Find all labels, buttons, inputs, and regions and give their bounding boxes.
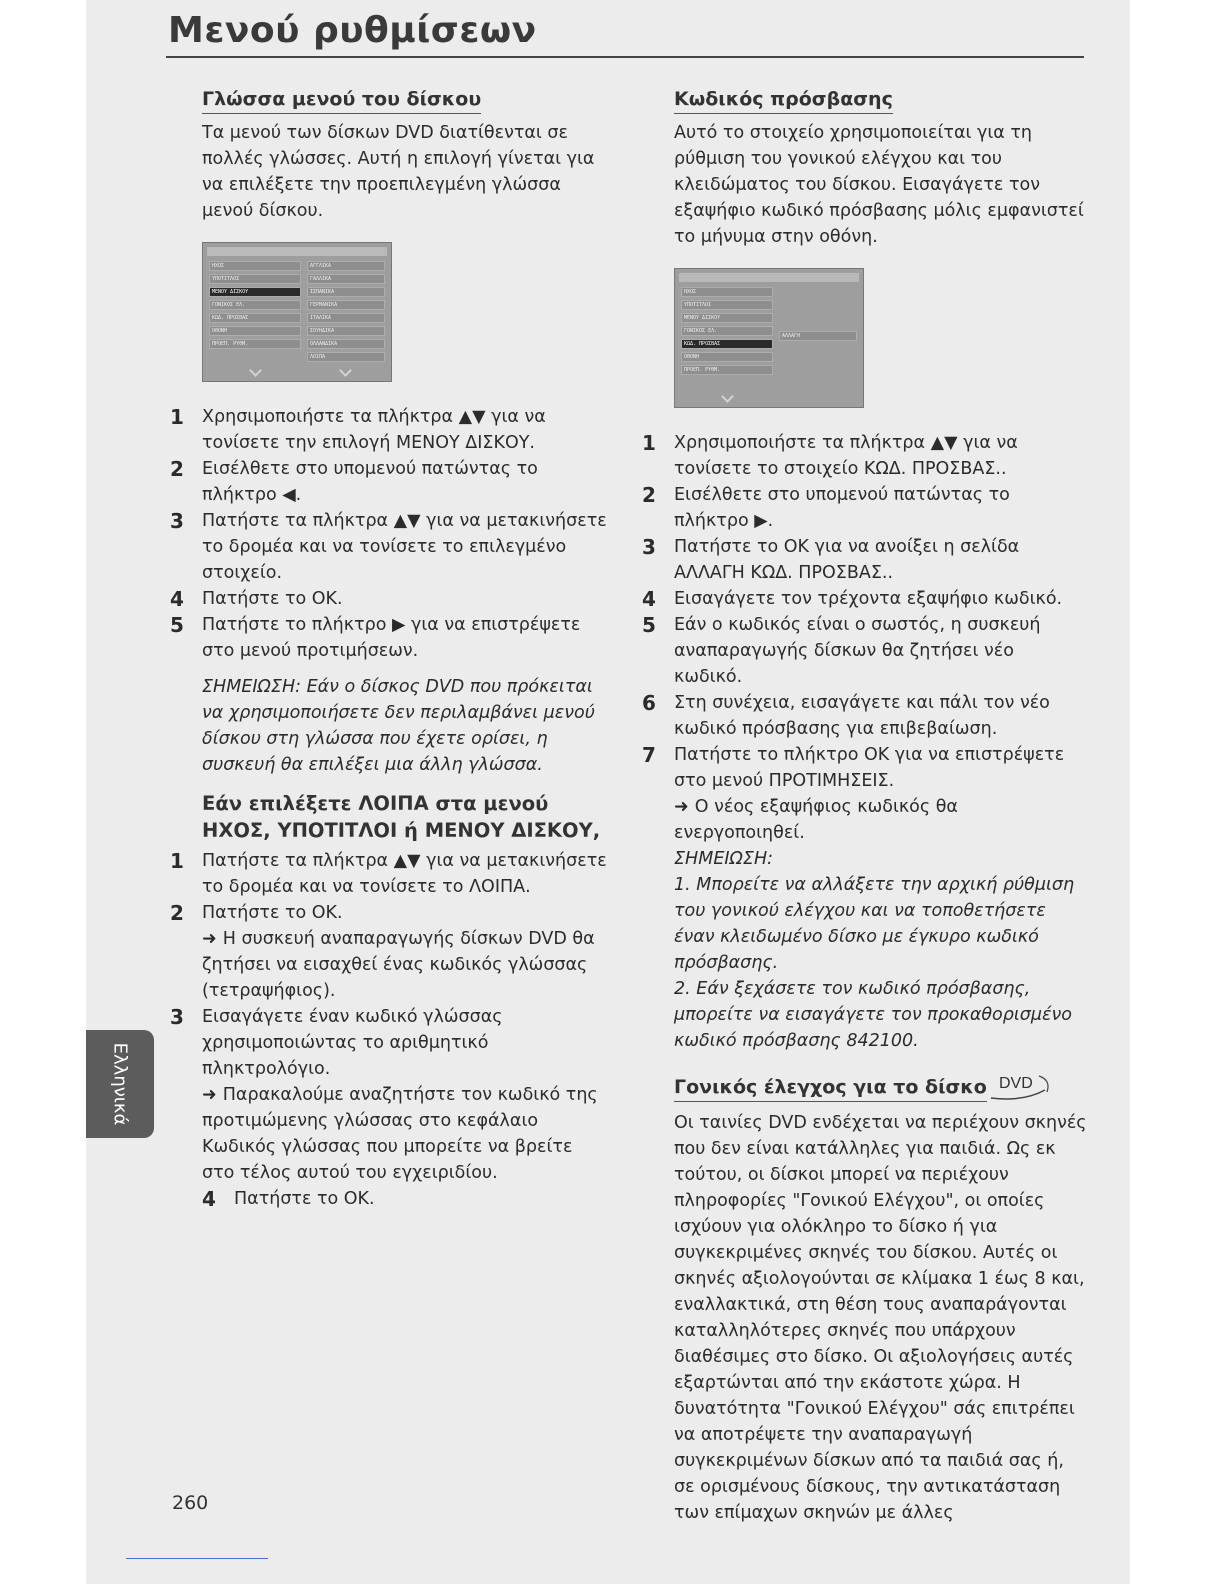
screen-submenu-row: ΓΑΛΛΙΚΑ [307,274,385,284]
note-item: 2. Εάν ξεχάσετε τον κωδικό πρόσβασης, μπορείτε να εισαγάγετε τον προκαθορισμένο κωδικό πρόσβασης 842100. [674,979,1072,1051]
screen-right-submenu [307,261,385,365]
step-number: 2 [170,901,184,925]
note-item: 1. Μπορείτε να αλλάξετε την αρχική ρύθμιση του γονικού ελέγχου και να τοποθετήσετε έναν κλειδωμένο δίσκο με έγκυρο κωδικό πρόσβασης. [674,875,1075,973]
step-number: 2 [170,457,184,481]
disc-menu-screenshot [202,242,392,382]
screen-menu-row: ΜΕΝΟΥ ΔΙΣΚΟΥ [681,313,773,323]
dvd-badge-text: DVD [998,1075,1033,1092]
left-column [170,86,610,1212]
chevron-down-icon [249,364,262,377]
note-text: ΣΗΜΕΙΩΣΗ: Εάν ο δίσκος DVD που πρόκειται να χρησιμοποιήσετε δεν περιλαμβάνει μενού δίσκου στη γλώσσα που έχετε ορίσει, η συσκευή θα επιλέξει μια άλλη γλώσσα. [202,677,595,775]
step-text: Πατήστε το πλήκτρο ▶ για να επιστρέψετε στο μενού προτιμήσεων. [202,615,581,661]
chevron-down-icon [721,390,734,403]
step-item [170,404,610,456]
note-block [674,872,1087,1054]
step-text: Χρησιμοποιήστε τα πλήκτρα ▲▼ για να τονίσετε την επιλογή ΜΕΝΟΥ ΔΙΣΚΟΥ. [202,407,546,453]
screen-submenu-row: ΙΤΑΛΙΚΑ [307,313,385,323]
step-number: 7 [642,743,656,767]
screen-submenu-row: ΑΓΓΛΙΚΑ [307,261,385,271]
step-text: Πατήστε το ΟΚ για να ανοίξει η σελίδα ΑΛΛΑΓΗ ΚΩΔ. ΠΡΟΣΒΑΣ.. [674,537,1020,583]
step-text: Πατήστε τα πλήκτρα ▲▼ για να μετακινήσετε το δρομέα και να τονίσετε το επιλεγμένο στοιχείο. [202,511,607,583]
screen-left-menu [209,261,301,352]
step-result-text: Ο νέος εξαψήφιος κωδικός θα ενεργοποιηθεί. [674,797,958,843]
screen-menu-row: ΥΠΟΤΙΤΛΟΙ [209,274,301,284]
step-item [642,534,1087,586]
step-number: 4 [202,1187,216,1211]
side-tab-label: Ελληνικά [109,1042,131,1126]
chevron-down-icon [339,364,352,377]
screen-menu-row: ΟΘΟΝΗ [209,326,301,336]
arrow-right-icon: ➜ [202,1085,223,1105]
title-divider [166,56,1084,58]
screen-menu-row: ΥΠΟΤΙΤΛΟΙ [681,300,773,310]
step-item [642,742,1087,872]
screen-menu-row: ΟΘΟΝΗ [681,352,773,362]
step-result-text: Παρακαλούμε αναζητήστε τον κωδικό της προτιμώμενης γλώσσας στο κεφάλαιο Κωδικός γλώσσας που μπορείτε να βρείτε στο τέλος αυτού του εγχειριδίου. [202,1085,598,1183]
step-item [170,456,610,508]
dvd-logo-icon [989,1068,1053,1102]
screen-title-bar [679,273,859,282]
screen-submenu-row: ΣΟΥΗΔΙΚΑ [307,326,385,336]
step-number: 4 [170,587,184,611]
screen-right-submenu [779,287,857,344]
step-text: Πατήστε το ΟΚ. [234,1189,375,1209]
step-text: Εισέλθετε στο υπομενού πατώντας το πλήκτρο ◀. [202,459,538,505]
step-item [170,900,610,1004]
step-text: Πατήστε το ΟΚ. [202,903,343,923]
step-text: Εισαγάγετε τον τρέχοντα εξαψήφιο κωδικό. [674,589,1063,609]
screen-title-bar [207,247,387,256]
step-number: 1 [170,405,184,429]
screen-left-menu [681,287,773,378]
step-number: 6 [642,691,656,715]
screen-menu-row-selected: ΚΩΔ. ΠΡΟΣΒΑΣ [681,339,773,349]
step-item [642,430,1087,482]
screen-submenu-row: ΛΟΙΠΑ [307,352,385,362]
step-text: Πατήστε το πλήκτρο ΟΚ για να επιστρέψετε στο μενού ΠΡΟΤΙΜΗΣΕΙΣ. [674,745,1065,791]
step-item [170,508,610,586]
step-number: 4 [642,587,656,611]
access-code-screenshot [674,268,864,408]
step-number: 3 [642,535,656,559]
step-item [170,848,610,900]
step-text: Εισαγάγετε έναν κωδικό γλώσσας χρησιμοποιώντας το αριθμητικό πληκτρολόγιο. [202,1007,503,1079]
step-text: Πατήστε τα πλήκτρα ▲▼ για να μετακινήσετε το δρομέα και να τονίσετε το ΛΟΙΠΑ. [202,851,607,897]
step-item [202,1186,610,1212]
screen-submenu-row: ΓΕΡΜΑΝΙΚΑ [307,300,385,310]
step-text: Εισέλθετε στο υπομενού πατώντας το πλήκτρο ▶. [674,485,1010,531]
step-number: 3 [170,509,184,533]
step-item [642,482,1087,534]
right-column [642,86,1087,1526]
screen-menu-row-selected: ΜΕΝΟΥ ΔΙΣΚΟΥ [209,287,301,297]
screen-menu-row: ΠΡΟΕΠ. ΡΥΘΜ. [681,365,773,375]
screen-menu-row: ΗΧΟΣ [681,287,773,297]
step-number: 5 [170,613,184,637]
note-title: ΣΗΜΕΙΩΣΗ: [674,849,774,869]
step-result-text: Η συσκευή αναπαραγωγής δίσκων DVD θα ζητήσει να εισαχθεί ένας κωδικός γλώσσας (τετραψήφιος). [202,929,595,1001]
arrow-right-icon: ➜ [674,797,695,817]
parental-control-heading: Γονικός έλεγχος για το δίσκο [674,1074,987,1102]
step-item [170,1004,610,1186]
arrow-right-icon: ➜ [202,929,223,949]
step-number: 1 [642,431,656,455]
screen-menu-row: ΗΧΟΣ [209,261,301,271]
step-item [170,612,610,664]
step-text: Στη συνέχεια, εισαγάγετε και πάλι τον νέο κωδικό πρόσβασης για επιβεβαίωση. [674,693,1050,739]
access-code-heading: Κωδικός πρόσβασης [674,86,893,114]
step-number: 3 [170,1005,184,1029]
disc-menu-language-intro: Τα μενού των δίσκων DVD διατίθενται σε πολλές γλώσσες. Αυτή η επιλογή γίνεται για να επιλέξετε την προεπιλεγμένη γλώσσα μενού δίσκου. [202,123,595,221]
parental-control-heading-row [674,1068,1087,1102]
screen-submenu-row: ΑΛΛΑΓΗ [779,331,857,341]
step-item [642,690,1087,742]
language-side-tab [86,1030,154,1138]
screen-menu-row: ΓΟΝΙΚΟΣ ΕΛ. [681,326,773,336]
page-title: Μενού ρυθμίσεων [168,10,537,51]
access-code-intro: Αυτό το στοιχείο χρησιμοποιείται για τη ρύθμιση του γονικού ελέγχου και του κλειδώματος του δίσκου. Εισαγάγετε τον εξαψήφιο κωδικό πρόσβασης μόλις εμφανιστεί το μήνυμα στην οθόνη. [674,123,1084,247]
bottom-edge-line [126,1558,268,1559]
screen-menu-row: ΠΡΟΕΠ. ΡΥΘΜ. [209,339,301,349]
step-number: 1 [170,849,184,873]
disc-menu-language-heading: Γλώσσα μενού του δίσκου [202,86,481,114]
screen-submenu-row: ΟΛΛΑΝΔΙΚΑ [307,339,385,349]
step-number: 2 [642,483,656,507]
step-item [642,612,1087,690]
step-text: Εάν ο κωδικός είναι ο σωστός, η συσκευή αναπαραγωγής δίσκων θα ζητήσει νέο κωδικό. [674,615,1041,687]
step-item [642,586,1087,612]
screen-menu-row: ΓΟΝΙΚΟΣ ΕΛ. [209,300,301,310]
other-language-subheading: Εάν επιλέξετε ΛΟΙΠΑ στα μενού ΗΧΟΣ, ΥΠΟΤΙΤΛΟΙ ή ΜΕΝΟΥ ΔΙΣΚΟΥ, [202,792,601,842]
page-number: 260 [172,1492,209,1514]
step-text: Πατήστε το ΟΚ. [202,589,343,609]
step-item [170,586,610,612]
screen-submenu-row: ΙΣΠΑΝΙΚΑ [307,287,385,297]
screen-menu-row: ΚΩΔ. ΠΡΟΣΒΑΣ [209,313,301,323]
step-number: 5 [642,613,656,637]
step-text: Χρησιμοποιήστε τα πλήκτρα ▲▼ για να τονίσετε το στοιχείο ΚΩΔ. ΠΡΟΣΒΑΣ.. [674,433,1018,479]
parental-control-text: Οι ταινίες DVD ενδέχεται να περιέχουν σκηνές που δεν είναι κατάλληλες για παιδιά. Ως εκ τούτου, οι δίσκοι μπορεί να περιέχουν πληροφορίες "Γονικού Ελέγχου", οι οποίες ισχύουν για ολόκληρο το δίσκο ή για συγκεκριμένες σκηνές του δίσκου. Αυτές οι σκηνές αξιολογούνται σε κλίμακα 1 έως 8 και, εναλλακτικά, στη θέση τους αναπαράγονται καταλληλότερες σκηνές που υπάρχουν διαθέσιμες στο δίσκο. Οι αξιολογήσεις αυτές εξαρτώνται από την εκάστοτε χώρα. Η δυνατότητα "Γονικού Ελέγχου" σάς επιτρέπει να αποτρέψετε την αναπαραγωγή συγκεκριμένων δίσκων από τα παιδιά σας ή, σε ορισμένους δίσκους, την αντικατάσταση των επίμαχων σκηνών με άλλες [674,1113,1087,1523]
